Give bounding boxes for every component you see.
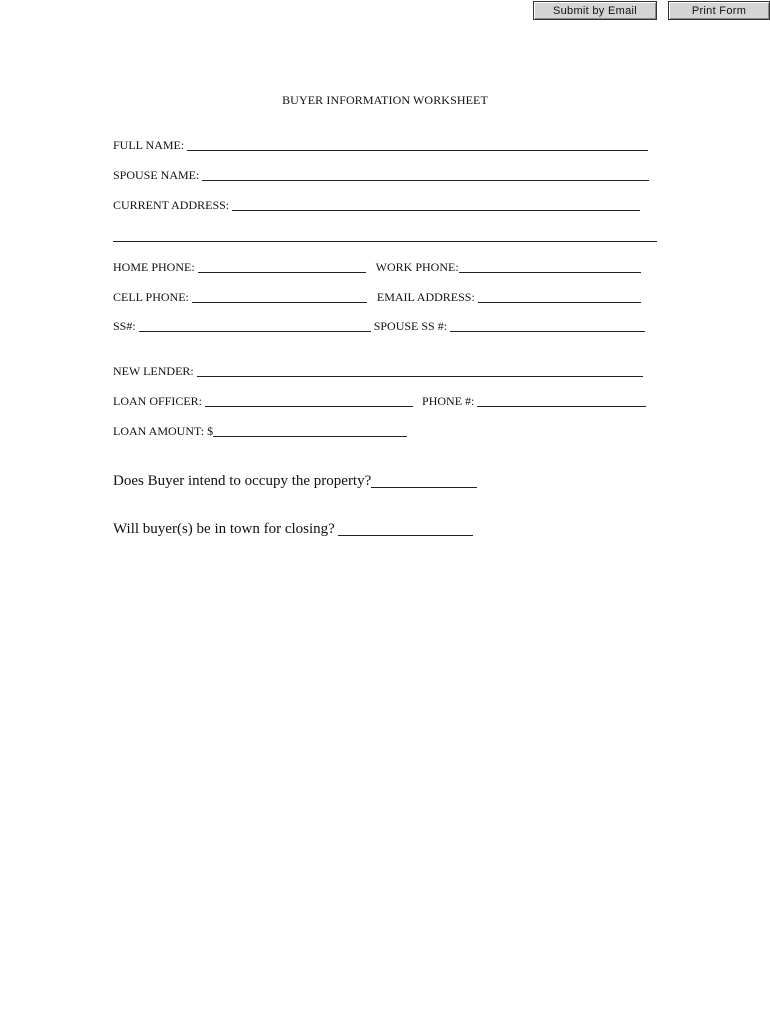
occupy-question-label: Does Buyer intend to occupy the property? [113, 473, 372, 489]
full-name-field[interactable] [187, 150, 648, 151]
new-lender-label: NEW LENDER: [113, 364, 194, 378]
spouse-ss-field[interactable] [450, 331, 645, 332]
spouse-name-row [113, 168, 658, 183]
loan-amount-label: LOAN AMOUNT: $ [113, 424, 214, 438]
occupy-question-row [113, 471, 658, 490]
home-phone-field[interactable] [198, 272, 366, 273]
loan-officer-row [113, 394, 658, 409]
new-lender-field[interactable] [197, 376, 643, 377]
cell-phone-field[interactable] [192, 302, 367, 303]
loan-amount-field[interactable] [213, 436, 407, 437]
occupy-answer-field[interactable] [371, 487, 477, 488]
home-phone-label: HOME PHONE: [113, 260, 195, 274]
current-address-row [113, 198, 658, 213]
print-form-button[interactable]: Print Form [668, 1, 770, 20]
full-name-row [113, 138, 658, 153]
loan-amount-row [113, 424, 658, 439]
current-address-field[interactable] [232, 210, 640, 211]
spouse-name-label: SPOUSE NAME: [113, 168, 200, 182]
ss-label: SS#: [113, 319, 136, 333]
work-phone-label: WORK PHONE: [375, 260, 459, 274]
email-address-label: EMAIL ADDRESS: [376, 290, 475, 304]
current-address-field-line-2[interactable] [113, 241, 657, 242]
cell-email-row [113, 290, 658, 305]
submit-by-email-button[interactable]: Submit by Email [533, 1, 657, 20]
phone-row [113, 260, 658, 275]
new-lender-row [113, 364, 658, 379]
loan-officer-field[interactable] [205, 406, 413, 407]
loan-officer-label: LOAN OFFICER: [113, 394, 203, 408]
loan-officer-phone-field[interactable] [477, 406, 646, 407]
ss-row [113, 319, 658, 334]
current-address-label: CURRENT ADDRESS: [113, 198, 230, 212]
cell-phone-label: CELL PHONE: [113, 290, 189, 304]
full-name-label: FULL NAME: [113, 138, 185, 152]
ss-field[interactable] [139, 331, 371, 332]
closing-answer-field[interactable] [338, 535, 473, 536]
form-title: BUYER INFORMATION WORKSHEET [282, 93, 488, 107]
spouse-ss-label: SPOUSE SS #: [373, 319, 448, 333]
phone-label: PHONE #: [422, 394, 475, 408]
email-address-field[interactable] [478, 302, 641, 303]
work-phone-field[interactable] [459, 272, 641, 273]
spouse-name-field[interactable] [202, 180, 649, 181]
closing-question-label: Will buyer(s) be in town for closing? [113, 521, 335, 537]
closing-question-row [113, 519, 658, 538]
